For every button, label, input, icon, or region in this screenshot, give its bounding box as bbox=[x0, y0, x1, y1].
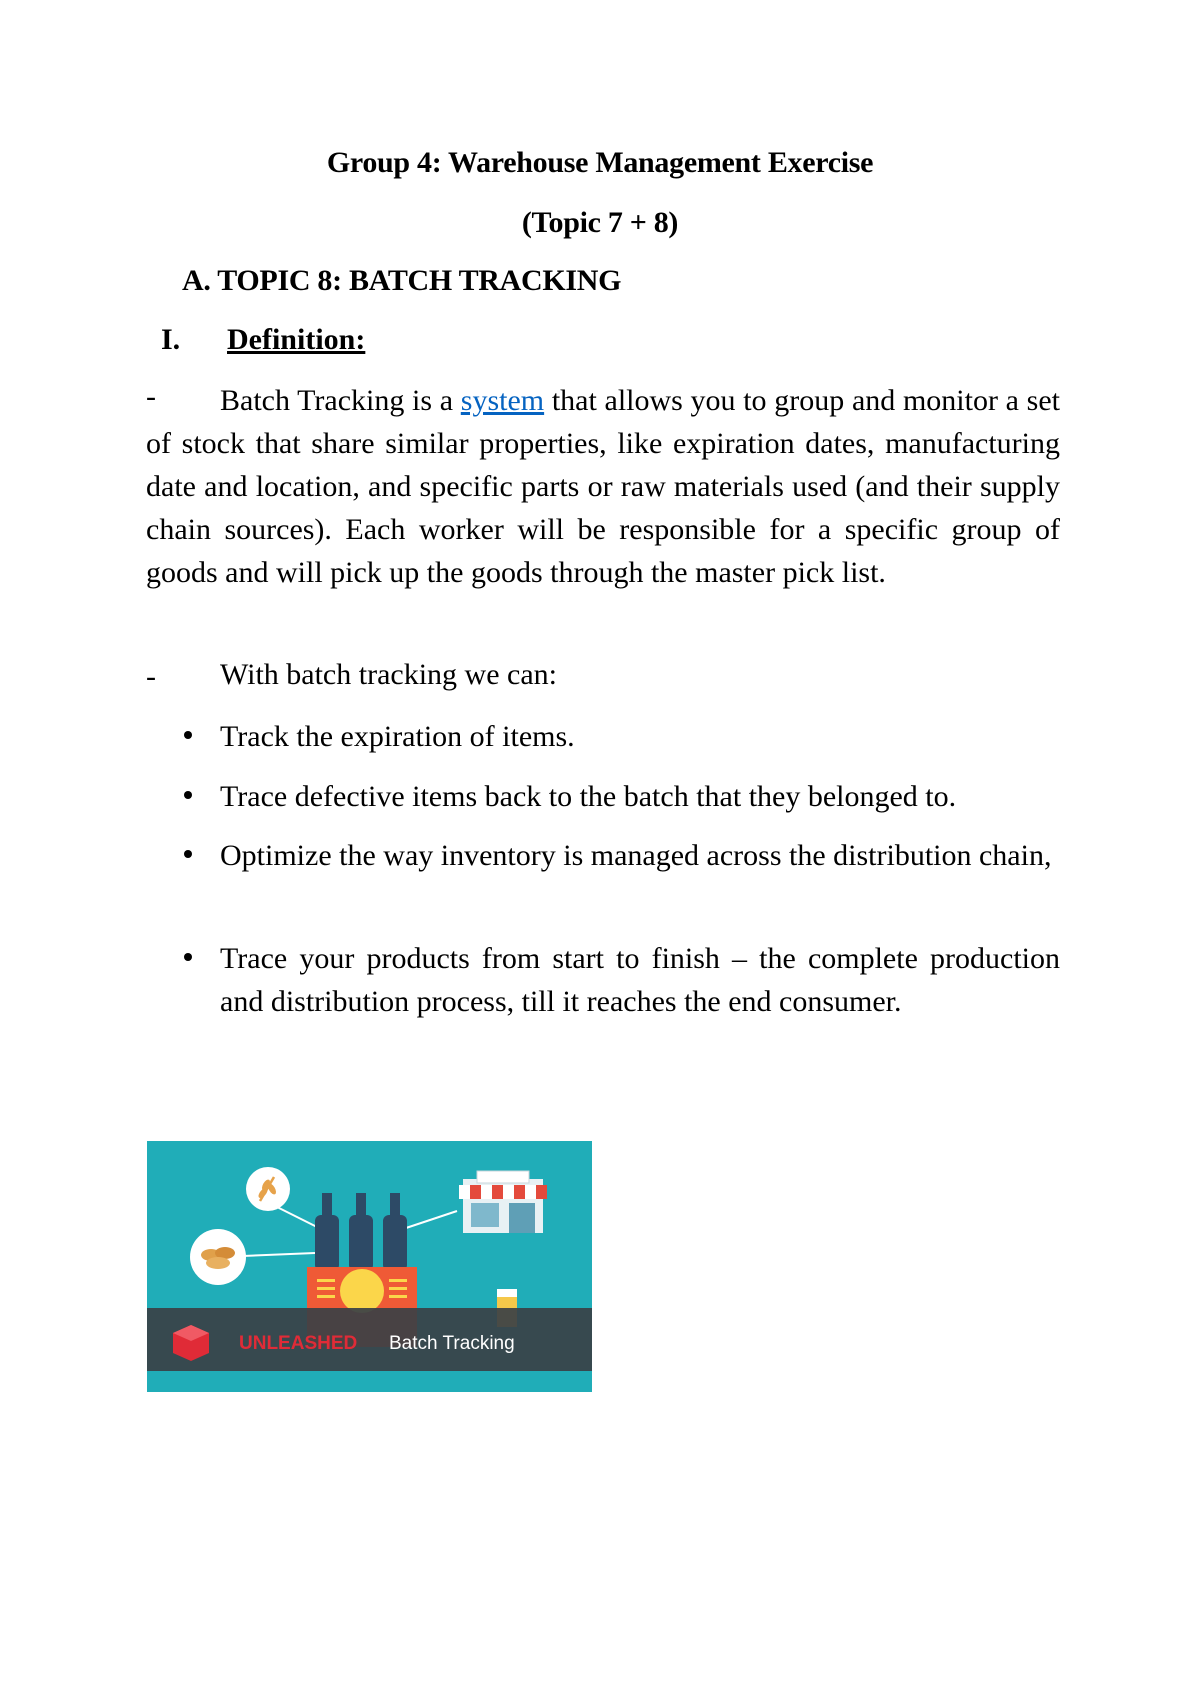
section-heading: A. TOPIC 8: BATCH TRACKING bbox=[182, 264, 622, 297]
grain-icon bbox=[190, 1229, 246, 1285]
definition-paragraph bbox=[146, 379, 1060, 594]
subsection-heading: Definition: bbox=[227, 323, 366, 356]
bullet-icon bbox=[184, 731, 192, 739]
bullet-icon bbox=[184, 791, 192, 799]
figure-brand: UNLEASHED bbox=[239, 1333, 358, 1354]
bullet-icon bbox=[184, 953, 192, 961]
list-item: Optimize the way inventory is managed across the distribution chain, bbox=[220, 839, 1052, 872]
definition-rest: that allows you to group and monitor a set of stock that share similar properties, like expiration dates, manufacturing date and location, and specific parts or raw materials used (and their supply chain sources). Each worker will be responsible for a specific group of goods and will pick up the goods through the master pick list. bbox=[146, 384, 1060, 589]
figure-banner bbox=[147, 1308, 592, 1371]
benefits-intro: With batch tracking we can: bbox=[220, 658, 557, 691]
list-dash: - bbox=[146, 380, 156, 413]
batch-tracking-figure bbox=[147, 1141, 592, 1392]
store-icon bbox=[459, 1171, 547, 1233]
bullet-icon bbox=[184, 850, 192, 858]
list-item: Trace defective items back to the batch that they belonged to. bbox=[220, 780, 957, 813]
list-item: Trace your products from start to finish – the complete production and distribution process, till it reaches the end consumer. bbox=[220, 942, 1060, 1018]
list-item: Track the expiration of items. bbox=[220, 720, 575, 753]
document-subtitle: (Topic 7 + 8) bbox=[521, 206, 679, 239]
list-dash: - bbox=[146, 660, 156, 693]
figure-caption: Batch Tracking bbox=[389, 1333, 515, 1354]
wheat-icon bbox=[246, 1167, 290, 1211]
document-title: Group 4: Warehouse Management Exercise bbox=[326, 146, 874, 179]
system-link[interactable]: system bbox=[460, 384, 545, 417]
subsection-number: I. bbox=[161, 323, 181, 356]
definition-prefix: Batch Tracking is a bbox=[220, 384, 461, 417]
